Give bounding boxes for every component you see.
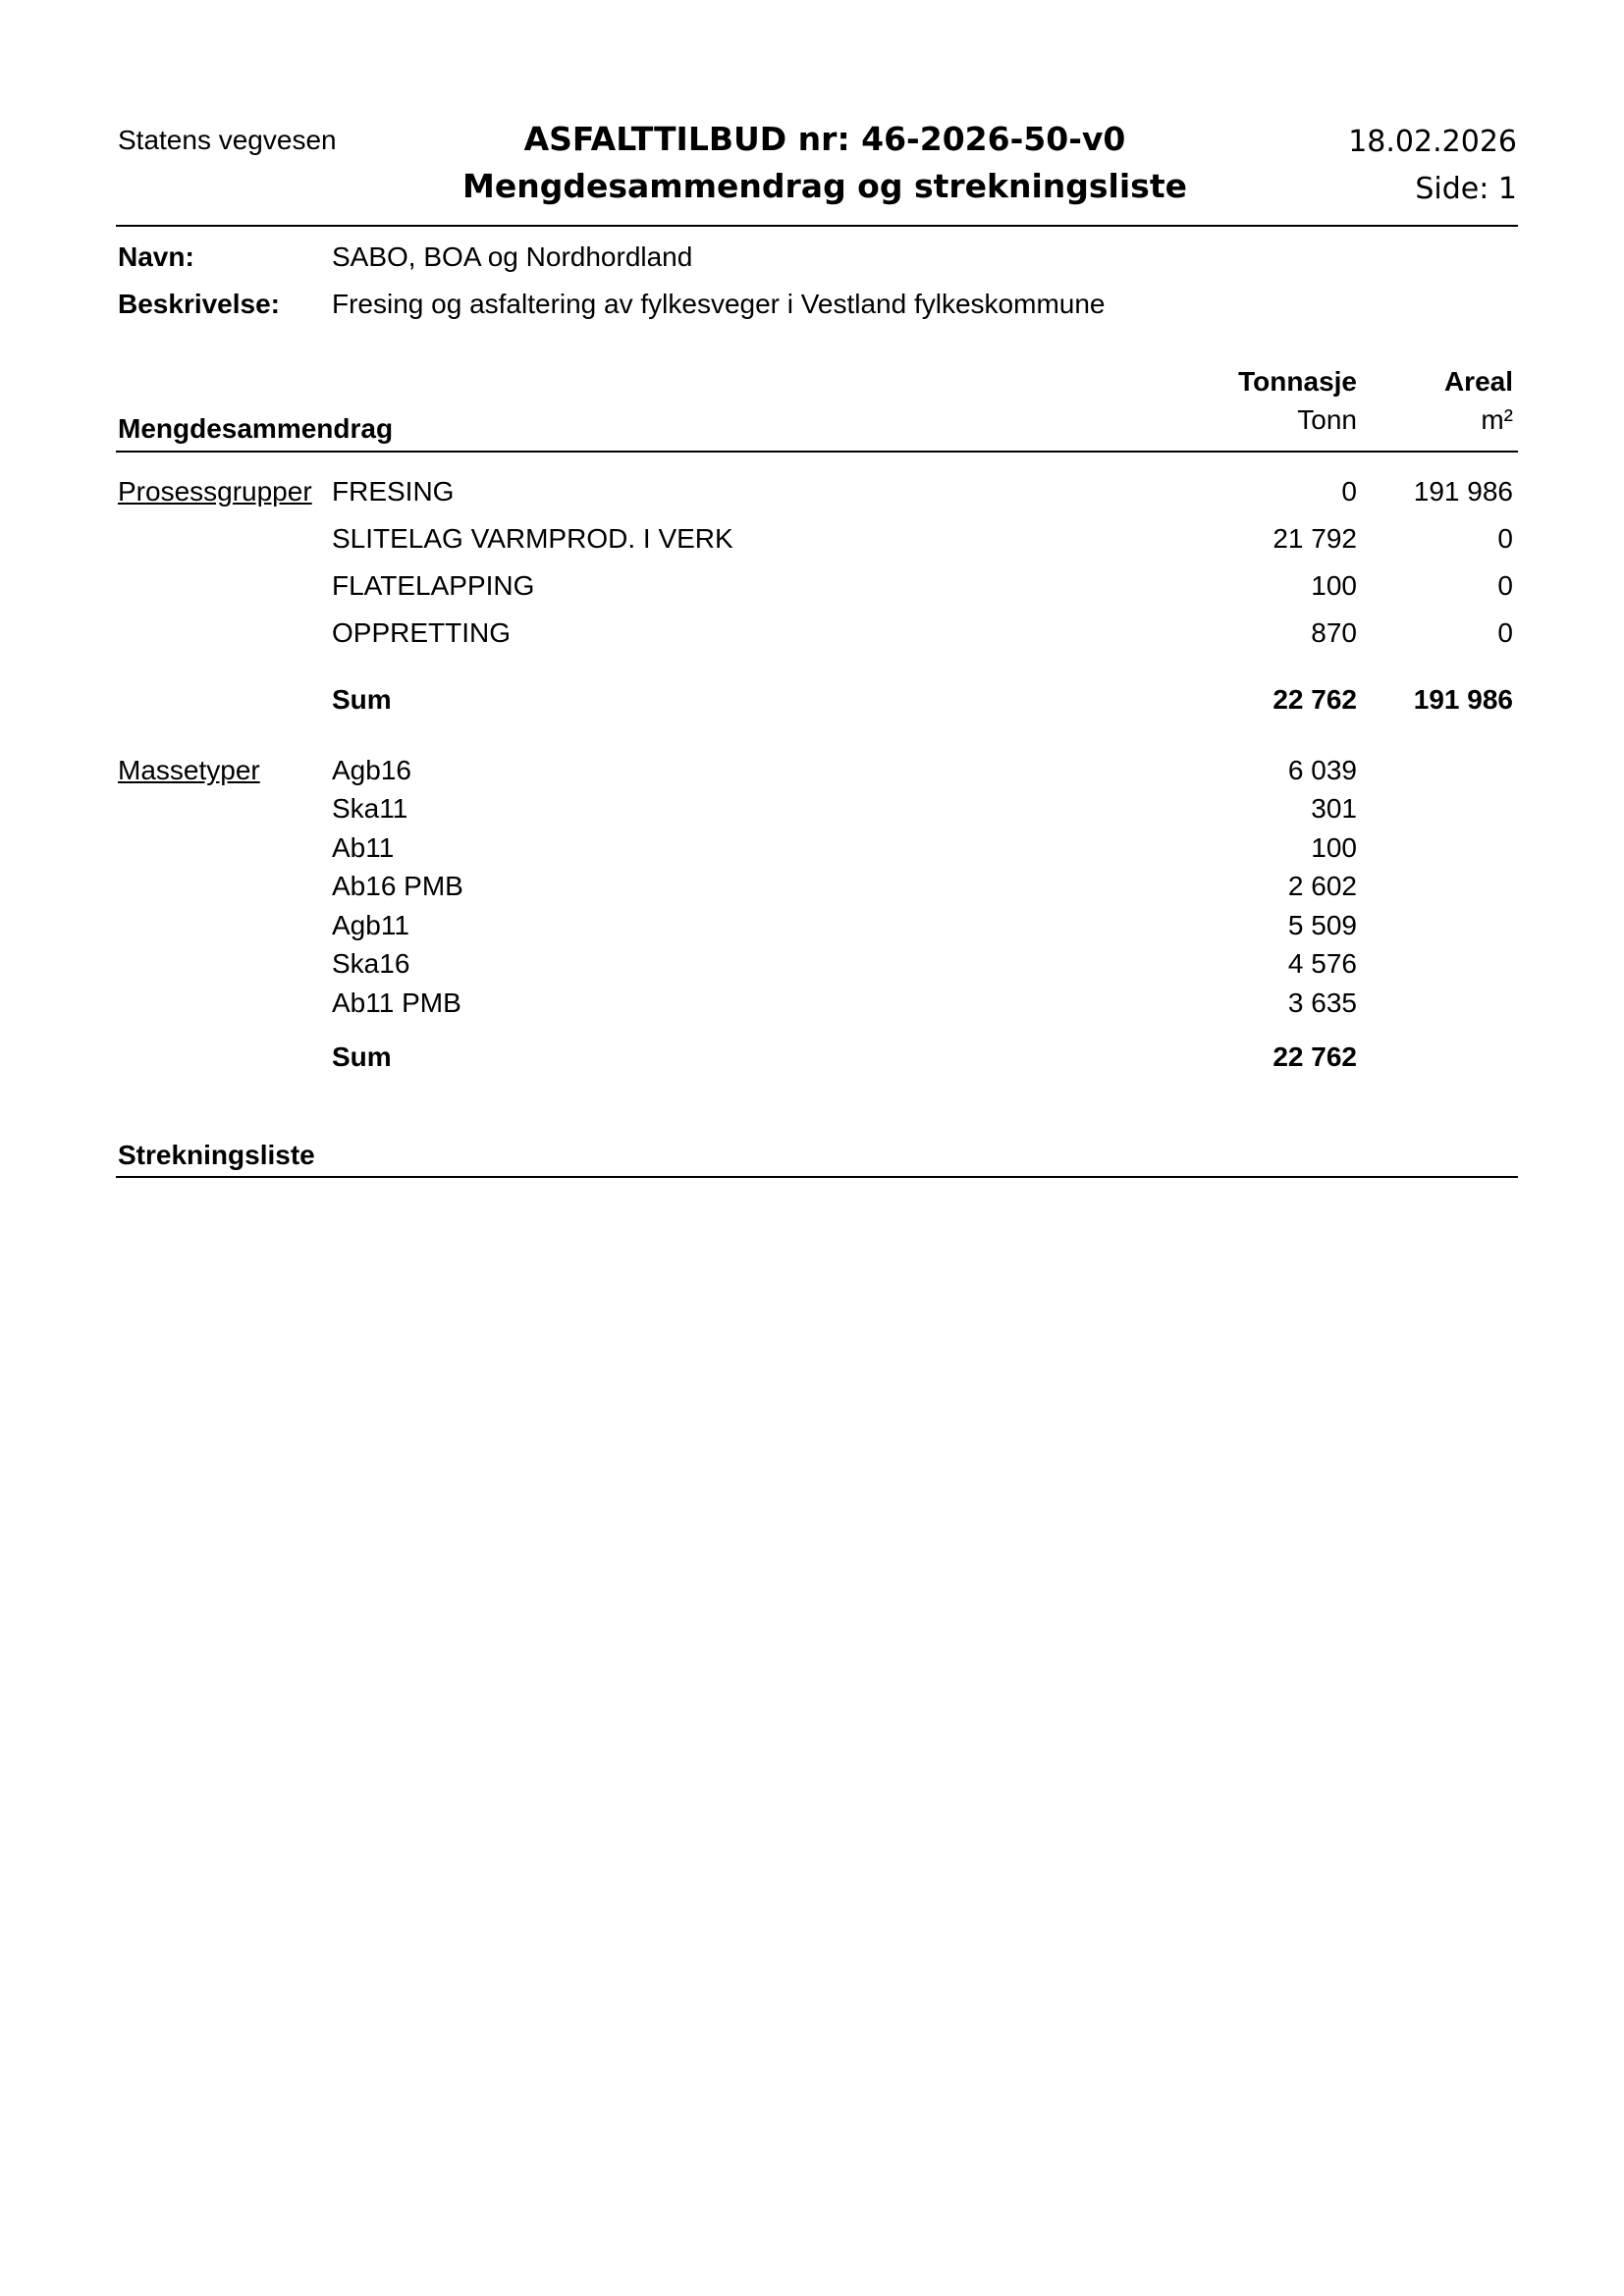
process-group-name: OPPRETTING	[332, 617, 512, 648]
process-groups-label: Prosessgrupper	[118, 476, 312, 507]
mass-type-tonnage: 4 576	[1287, 948, 1357, 979]
mass-type-name: Ab11	[332, 832, 395, 863]
process-group-name: FRESING	[332, 476, 455, 507]
mass-type-tonnage: 100	[1311, 832, 1357, 863]
mass-type-tonnage: 301	[1311, 793, 1357, 824]
mass-type-tonnage: 5 509	[1287, 910, 1357, 940]
col-header-tonnage: Tonnasje	[1238, 366, 1357, 397]
document-date: 18.02.2026	[1348, 125, 1517, 159]
process-group-area: 0	[1497, 570, 1513, 601]
mass-type-name: Ska11	[332, 793, 408, 824]
mass-type-name: Ska16	[332, 948, 410, 979]
col-unit-area: m²	[1481, 404, 1513, 435]
mass-type-name: Ab11 PMB	[332, 988, 461, 1018]
document-title: ASFALTTILBUD nr: 46-2026-50-v0	[523, 120, 1126, 158]
mass-type-name: Agb11	[332, 910, 409, 940]
mass-type-tonnage: 6 039	[1287, 755, 1357, 785]
process-group-sum-label: Sum	[332, 684, 392, 715]
name-label: Navn:	[118, 241, 194, 272]
process-group-tonnage: 100	[1311, 570, 1357, 601]
mass-type-sum-tonnage: 22 762	[1272, 1041, 1357, 1072]
mass-type-name: Ab16 PMB	[332, 871, 463, 901]
process-group-name: FLATELAPPING	[332, 570, 535, 601]
col-header-area: Areal	[1443, 366, 1513, 397]
mass-type-tonnage: 2 602	[1287, 871, 1357, 901]
process-group-name: SLITELAG VARMPROD. I VERK	[332, 523, 733, 554]
process-group-area: 191 986	[1413, 476, 1513, 507]
name-value: SABO, BOA og Nordhordland	[332, 241, 693, 272]
col-unit-tonnage: Tonn	[1297, 404, 1357, 435]
process-group-tonnage: 21 792	[1272, 523, 1357, 554]
org-name: Statens vegvesen	[118, 125, 337, 155]
mass-type-tonnage: 3 635	[1287, 988, 1357, 1018]
description-label: Beskrivelse:	[118, 289, 281, 319]
mass-types-label: Massetyper	[118, 755, 260, 785]
summary-section-title: Mengdesammendrag	[118, 413, 394, 444]
process-group-tonnage: 870	[1311, 617, 1357, 648]
header-divider	[116, 225, 1518, 227]
process-group-area: 0	[1497, 523, 1513, 554]
route-list-divider	[116, 1176, 1518, 1178]
mass-type-sum-label: Sum	[332, 1041, 392, 1072]
mass-type-name: Agb16	[332, 755, 411, 785]
process-group-area: 0	[1497, 617, 1513, 648]
process-group-sum-tonnage: 22 762	[1272, 684, 1357, 715]
process-group-tonnage: 0	[1341, 476, 1357, 507]
route-list-section-title: Strekningsliste	[118, 1140, 315, 1170]
summary-divider	[116, 451, 1518, 453]
page-number: Side: 1	[1415, 172, 1517, 206]
description-value: Fresing og asfaltering av fylkesveger i Vestland fylkeskommune	[332, 289, 1106, 319]
process-group-sum-area: 191 986	[1413, 684, 1513, 715]
document-subtitle: Mengdesammendrag og strekningsliste	[462, 167, 1187, 205]
